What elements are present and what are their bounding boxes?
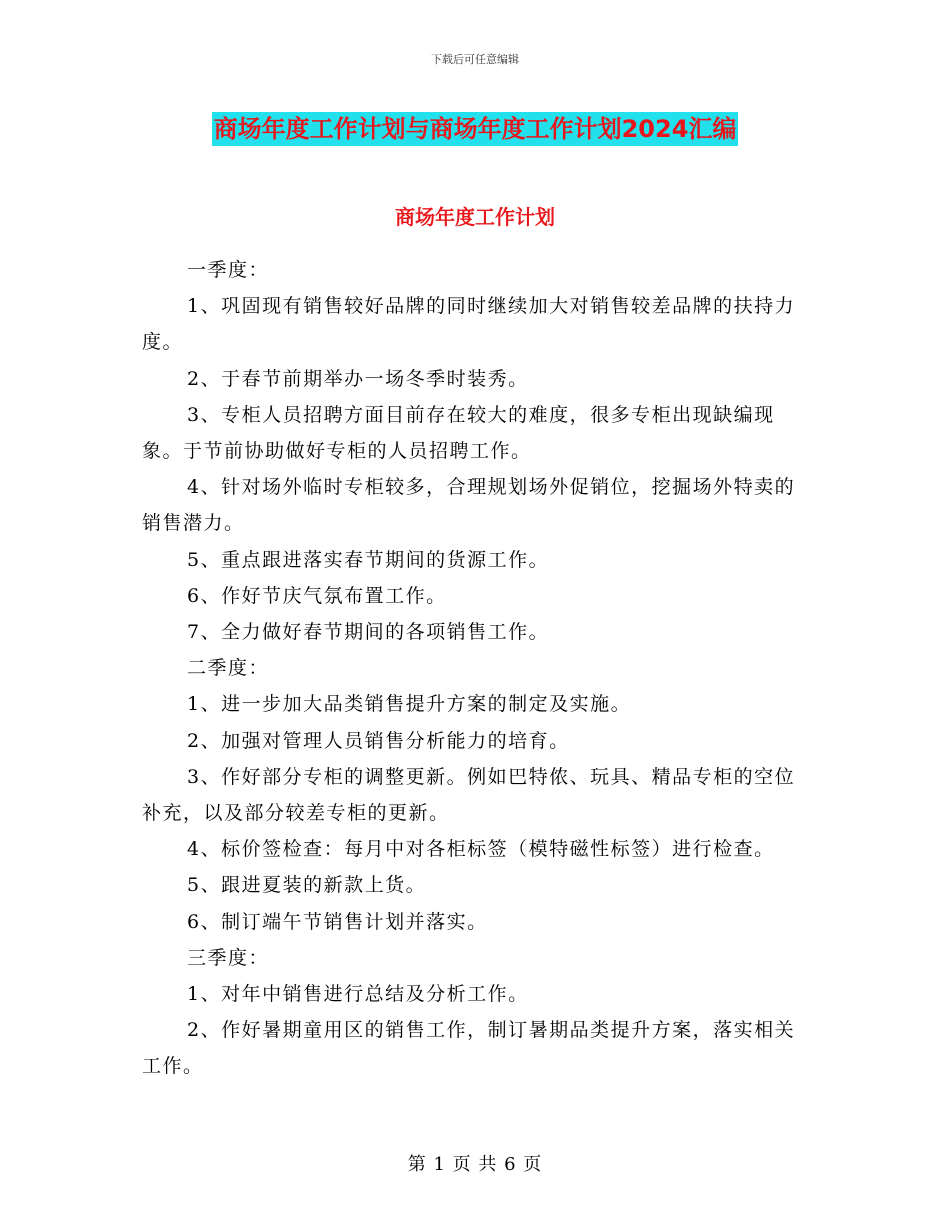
paragraph: 2、于春节前期举办一场冬季时装秀。 [187, 367, 529, 390]
paragraph: 1、对年中销售进行总结及分析工作。 [187, 983, 529, 1006]
paragraph: 6、作好节庆气氛布置工作。 [187, 584, 447, 607]
paragraph-q2-heading: 二季度： [187, 657, 270, 680]
paragraph-q1-heading: 一季度： [187, 259, 270, 281]
paragraph: 3、作好部分专柜的调整更新。例如巴特侬、玩具、精品专柜的空位补充，以及部分较差专柜的更新。 [142, 765, 796, 825]
paragraph: 6、制订端午节销售计划并落实。 [187, 910, 488, 933]
paragraph: 7、全力做好春节期间的各项销售工作。 [187, 621, 550, 644]
paragraph: 1、巩固现有销售较好品牌的同时继续加大对销售较差品牌的扶持力度。 [142, 295, 796, 354]
paragraph: 4、针对场外临时专柜较多，合理规划场外促销位，挖掘场外特卖的销售潜力。 [142, 476, 796, 535]
paragraph: 5、跟进夏装的新款上货。 [187, 874, 427, 897]
document-body [142, 252, 810, 1085]
paragraph: 3、专柜人员招聘方面目前存在较大的难度，很多专柜出现缺编现象。于节前协助做好专柜的人员招聘工作。 [142, 403, 775, 463]
paragraph: 2、作好暑期童用区的销售工作，制订暑期品类提升方案，落实相关工作。 [142, 1019, 796, 1078]
paragraph: 4、标价签检查：每月中对各柜标签（模特磁性标签）进行检查。 [187, 838, 775, 861]
doc-title-container [0, 112, 950, 146]
header-note: 下载后可任意编辑 [431, 53, 519, 66]
doc-title: 商场年度工作计划与商场年度工作计划2024汇编 [212, 112, 739, 146]
paragraph: 2、加强对管理人员销售分析能力的培育。 [187, 729, 570, 752]
section-title: 商场年度工作计划 [395, 205, 555, 229]
paragraph-q3-heading: 三季度： [187, 946, 270, 969]
page-footer: 第 1 页 共 6 页 [407, 1154, 543, 1175]
paragraph: 1、进一步加大品类销售提升方案的制定及实施。 [187, 693, 632, 716]
paragraph: 5、重点跟进落实春节期间的货源工作。 [187, 548, 550, 571]
